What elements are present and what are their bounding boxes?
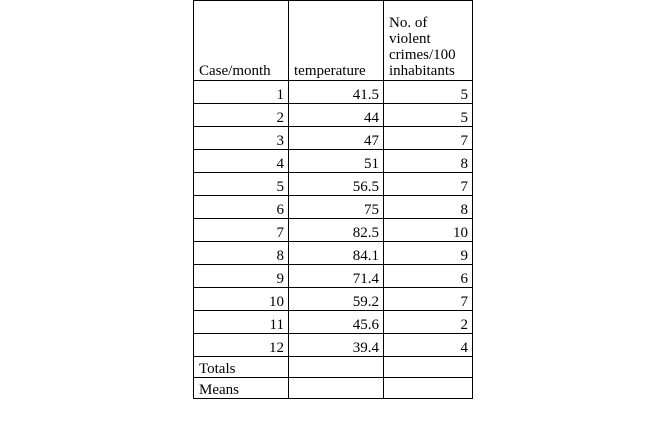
temperature-cell[interactable]: 56.5 (289, 173, 384, 196)
table-row (194, 81, 473, 104)
case-cell[interactable]: 9 (194, 265, 289, 288)
crimes-cell[interactable]: 7 (384, 127, 473, 150)
totals-label[interactable]: Totals (194, 357, 289, 378)
case-cell[interactable]: 10 (194, 288, 289, 311)
temperature-cell[interactable]: 47 (289, 127, 384, 150)
crimes-cell[interactable]: 6 (384, 265, 473, 288)
means-crimes-cell[interactable] (384, 378, 473, 399)
crimes-cell[interactable]: 5 (384, 104, 473, 127)
header-row (194, 1, 473, 81)
header-case-month[interactable]: Case/month (194, 1, 289, 81)
means-temperature-cell[interactable] (289, 378, 384, 399)
temperature-cell[interactable]: 39.4 (289, 334, 384, 357)
temperature-cell[interactable]: 59.2 (289, 288, 384, 311)
data-sheet (193, 0, 473, 399)
table-row (194, 196, 473, 219)
table-row (194, 127, 473, 150)
case-cell[interactable]: 8 (194, 242, 289, 265)
table-row (194, 104, 473, 127)
means-row (194, 378, 473, 399)
table-row (194, 173, 473, 196)
crimes-cell[interactable]: 8 (384, 150, 473, 173)
temperature-cell[interactable]: 41.5 (289, 81, 384, 104)
crimes-cell[interactable]: 7 (384, 288, 473, 311)
case-cell[interactable]: 3 (194, 127, 289, 150)
means-label[interactable]: Means (194, 378, 289, 399)
case-cell[interactable]: 11 (194, 311, 289, 334)
crimes-cell[interactable]: 8 (384, 196, 473, 219)
case-cell[interactable]: 4 (194, 150, 289, 173)
crimes-cell[interactable]: 9 (384, 242, 473, 265)
table-row (194, 311, 473, 334)
header-violent-crimes[interactable]: No. of violent crimes/100 inhabitants (384, 1, 473, 81)
case-cell[interactable]: 12 (194, 334, 289, 357)
crimes-cell[interactable]: 5 (384, 81, 473, 104)
totals-row (194, 357, 473, 378)
totals-crimes-cell[interactable] (384, 357, 473, 378)
case-cell[interactable]: 1 (194, 81, 289, 104)
temperature-cell[interactable]: 84.1 (289, 242, 384, 265)
crimes-cell[interactable]: 7 (384, 173, 473, 196)
temperature-cell[interactable]: 71.4 (289, 265, 384, 288)
case-cell[interactable]: 5 (194, 173, 289, 196)
temperature-cell[interactable]: 44 (289, 104, 384, 127)
header-temperature[interactable]: temperature (289, 1, 384, 81)
case-cell[interactable]: 7 (194, 219, 289, 242)
temperature-cell[interactable]: 75 (289, 196, 384, 219)
case-cell[interactable]: 2 (194, 104, 289, 127)
case-cell[interactable]: 6 (194, 196, 289, 219)
crimes-cell[interactable]: 2 (384, 311, 473, 334)
table-row (194, 219, 473, 242)
totals-temperature-cell[interactable] (289, 357, 384, 378)
temperature-cell[interactable]: 82.5 (289, 219, 384, 242)
table-row (194, 242, 473, 265)
crimes-cell[interactable]: 10 (384, 219, 473, 242)
crime-temperature-table (193, 0, 473, 399)
temperature-cell[interactable]: 45.6 (289, 311, 384, 334)
temperature-cell[interactable]: 51 (289, 150, 384, 173)
table-row (194, 265, 473, 288)
crimes-cell[interactable]: 4 (384, 334, 473, 357)
table-row (194, 150, 473, 173)
table-row (194, 334, 473, 357)
table-row (194, 288, 473, 311)
